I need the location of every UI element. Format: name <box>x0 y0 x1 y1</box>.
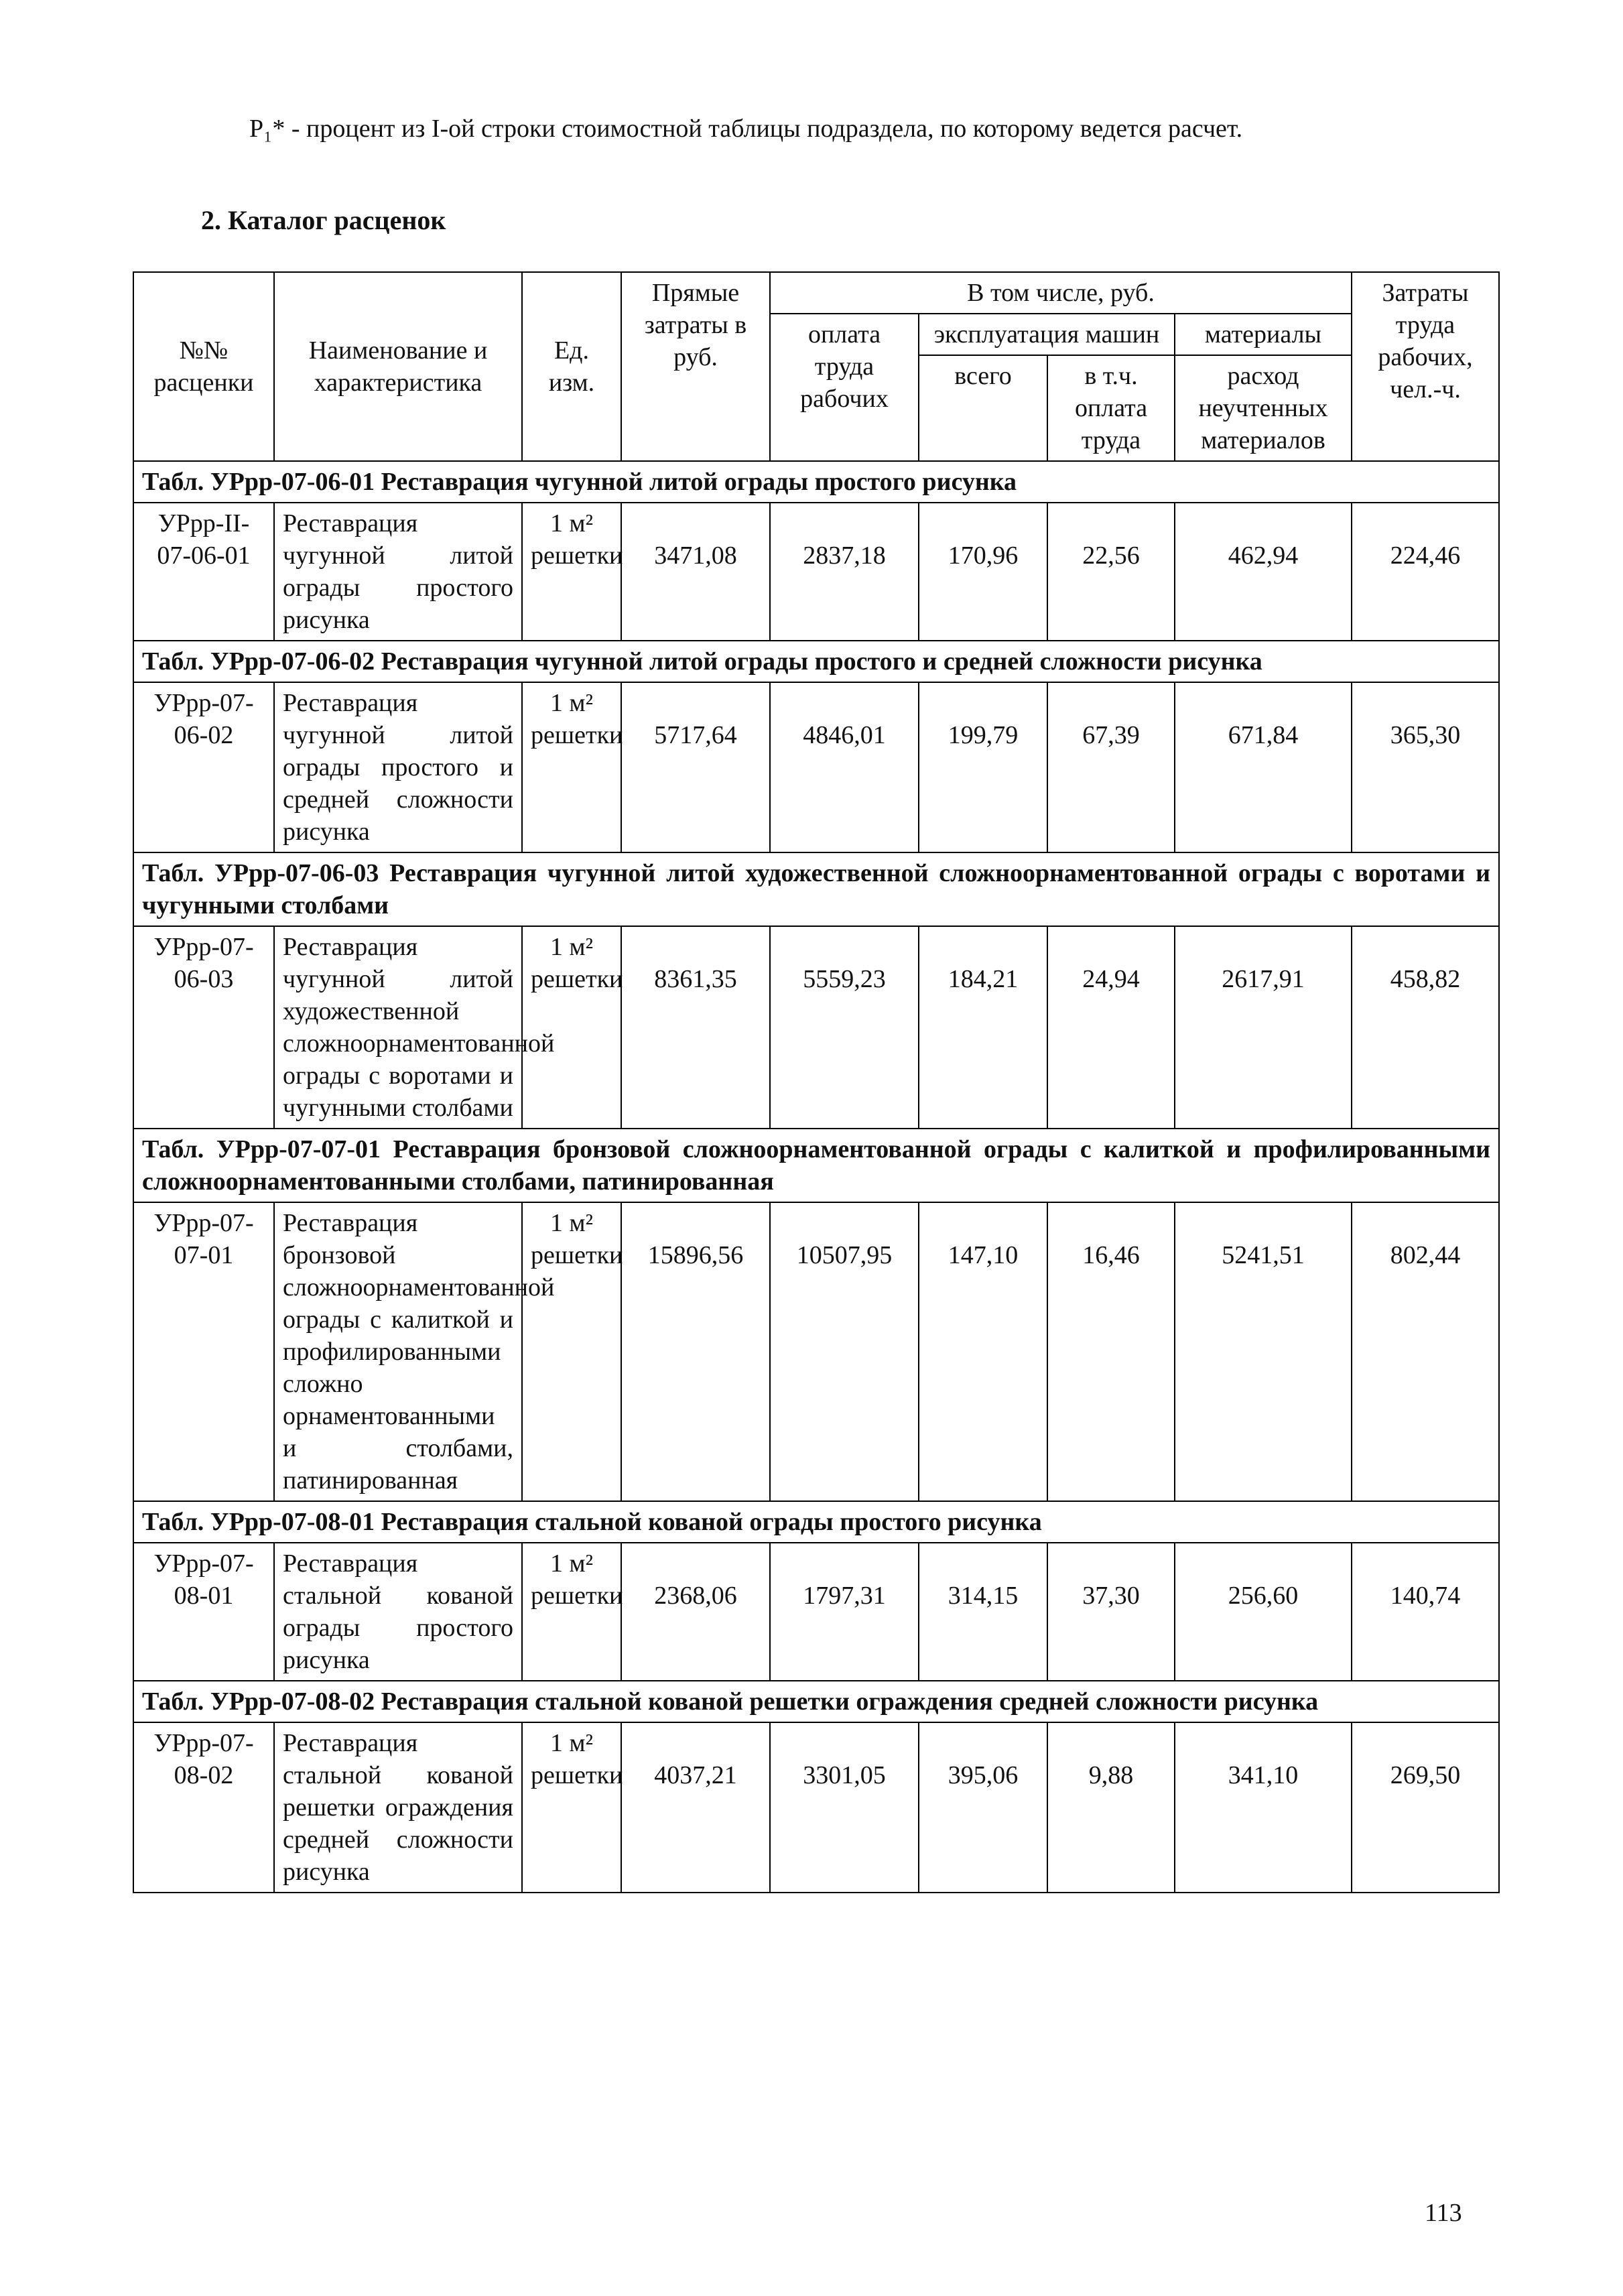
rate-unit: 1 м² решетки <box>522 926 621 1129</box>
table-row <box>133 1722 1499 1893</box>
col-code-header: №№ расценки <box>133 272 274 461</box>
rate-materials: 2617,91 <box>1175 926 1352 1129</box>
col-machines-total-header: всего <box>919 355 1047 461</box>
col-materials-header: материалы <box>1175 314 1352 355</box>
page-number: 113 <box>1425 2199 1462 2227</box>
rate-labor: 269,50 <box>1352 1722 1499 1893</box>
rate-wages: 5559,23 <box>770 926 919 1129</box>
rate-unit: 1 м² решетки <box>522 682 621 852</box>
section-title: Табл. УРрр-07-08-02 Реставрация стальной кованой решетки ограждения средней сложности рисунка <box>133 1681 1499 1722</box>
rate-direct-cost: 2368,06 <box>621 1543 770 1681</box>
section-title: Табл. УРрр-07-06-01 Реставрация чугунной литой ограды простого рисунка <box>133 461 1499 503</box>
rates-catalog-table <box>133 271 1500 1893</box>
rate-code: УРрр-07-08-02 <box>133 1722 274 1893</box>
rate-machines-wages: 37,30 <box>1047 1543 1175 1681</box>
rate-machines-wages: 9,88 <box>1047 1722 1175 1893</box>
col-machines-header: эксплуатация машин <box>919 314 1175 355</box>
table-section-title <box>133 852 1499 926</box>
section-title: Табл. УРрр-07-06-02 Реставрация чугунной литой ограды простого и средней сложности рисунка <box>133 641 1499 682</box>
rate-unit: 1 м² решетки <box>522 1202 621 1501</box>
rate-direct-cost: 4037,21 <box>621 1722 770 1893</box>
rate-materials: 462,94 <box>1175 503 1352 641</box>
rate-machines-wages: 22,56 <box>1047 503 1175 641</box>
rate-code: УРрр-07-08-01 <box>133 1543 274 1681</box>
rate-name: Реставрация стальной кованой ограды простого рисунка <box>274 1543 522 1681</box>
rate-machines-total: 395,06 <box>919 1722 1047 1893</box>
table-section-title <box>133 1681 1499 1722</box>
col-name-header: Наименование и характеристика <box>274 272 522 461</box>
rate-machines-wages: 67,39 <box>1047 682 1175 852</box>
rate-code: УРрр-07-06-03 <box>133 926 274 1129</box>
rate-machines-total: 170,96 <box>919 503 1047 641</box>
rate-name: Реставрация чугунной литой художественной сложноорнаментованной ограды с воротами и чугунными столбами <box>274 926 522 1129</box>
table-section-title <box>133 461 1499 503</box>
rate-direct-cost: 3471,08 <box>621 503 770 641</box>
rate-materials: 5241,51 <box>1175 1202 1352 1501</box>
rate-name: Реставрация чугунной литой ограды простого рисунка <box>274 503 522 641</box>
rate-direct-cost: 5717,64 <box>621 682 770 852</box>
rate-labor: 802,44 <box>1352 1202 1499 1501</box>
table-row <box>133 503 1499 641</box>
section-title: Табл. УРрр-07-07-01 Реставрация бронзовой сложноорнаментованной ограды с калиткой и профилированными сложноорнаментованными столбами, патинированная <box>133 1129 1499 1202</box>
col-direct-header: Прямые затраты в руб. <box>621 272 770 461</box>
rate-direct-cost: 15896,56 <box>621 1202 770 1501</box>
rate-code: УРрр-07-07-01 <box>133 1202 274 1501</box>
section-heading: 2. Каталог расценок <box>201 205 446 235</box>
rate-materials: 671,84 <box>1175 682 1352 852</box>
header-row-1 <box>133 272 1499 314</box>
section-title: Табл. УРрр-07-08-01 Реставрация стальной кованой ограды простого рисунка <box>133 1501 1499 1543</box>
rate-code: УРрр-07-06-02 <box>133 682 274 852</box>
rate-machines-wages: 16,46 <box>1047 1202 1175 1501</box>
table-section-title <box>133 1501 1499 1543</box>
rate-unit: 1 м² решетки <box>522 1543 621 1681</box>
rate-labor: 458,82 <box>1352 926 1499 1129</box>
col-labor-header: Затраты труда рабочих, чел.-ч. <box>1352 272 1499 461</box>
table-row <box>133 682 1499 852</box>
rate-machines-total: 184,21 <box>919 926 1047 1129</box>
col-materials-note-header: расход неучтенных материалов <box>1175 355 1352 461</box>
col-wages-header: оплата труда рабочих <box>770 314 919 461</box>
rate-labor: 140,74 <box>1352 1543 1499 1681</box>
rate-materials: 341,10 <box>1175 1722 1352 1893</box>
intro-note: Р₁* - процент из I-ой строки стоимостной таблицы подраздела, по которому ведется расчет. <box>249 115 1243 143</box>
rate-machines-total: 314,15 <box>919 1543 1047 1681</box>
rate-wages: 10507,95 <box>770 1202 919 1501</box>
rate-wages: 4846,01 <box>770 682 919 852</box>
rate-wages: 2837,18 <box>770 503 919 641</box>
table-section-title <box>133 1129 1499 1202</box>
rate-direct-cost: 8361,35 <box>621 926 770 1129</box>
rate-name: Реставрация бронзовой сложноорнаментованной ограды с калиткой и профилированными сложно орнаментованными и столбами, патинированная <box>274 1202 522 1501</box>
rate-machines-total: 147,10 <box>919 1202 1047 1501</box>
col-machines-wages-header: в т.ч. оплата труда <box>1047 355 1175 461</box>
rate-name: Реставрация стальной кованой решетки ограждения средней сложности рисунка <box>274 1722 522 1893</box>
rate-wages: 3301,05 <box>770 1722 919 1893</box>
rate-materials: 256,60 <box>1175 1543 1352 1681</box>
rate-code: УРрр-II-07-06-01 <box>133 503 274 641</box>
table-row <box>133 1543 1499 1681</box>
table-row <box>133 1202 1499 1501</box>
rate-labor: 224,46 <box>1352 503 1499 641</box>
table-row <box>133 926 1499 1129</box>
rate-wages: 1797,31 <box>770 1543 919 1681</box>
rate-labor: 365,30 <box>1352 682 1499 852</box>
rate-unit: 1 м² решетки <box>522 1722 621 1893</box>
rate-machines-wages: 24,94 <box>1047 926 1175 1129</box>
col-unit-header: Ед. изм. <box>522 272 621 461</box>
rate-name: Реставрация чугунной литой ограды простого и средней сложности рисунка <box>274 682 522 852</box>
section-title: Табл. УРрр-07-06-03 Реставрация чугунной литой художественной сложноорнаментованной ограды с воротами и чугунными столбами <box>133 852 1499 926</box>
col-incl-header: В том числе, руб. <box>770 272 1352 314</box>
rate-unit: 1 м² решетки <box>522 503 621 641</box>
rate-machines-total: 199,79 <box>919 682 1047 852</box>
table-section-title <box>133 641 1499 682</box>
